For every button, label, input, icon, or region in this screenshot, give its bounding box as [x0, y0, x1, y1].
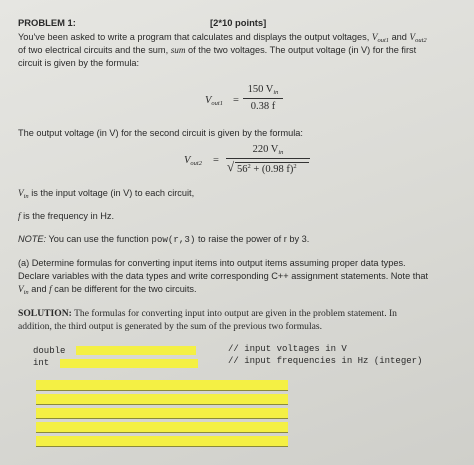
answer-line-1[interactable] [36, 380, 288, 391]
solution-text: The formulas for converting input into output are given in the problem statement. In [71, 308, 397, 319]
formula1-denominator: 0.38 f [250, 101, 276, 112]
intro-text: of the two voltages. The output voltage (in V) for the first [185, 45, 417, 55]
int-answer-field[interactable] [60, 359, 198, 368]
answer-line-3[interactable] [36, 408, 288, 419]
answer-line-5[interactable] [36, 436, 288, 447]
note-line [18, 233, 309, 246]
vin-definition [18, 187, 194, 203]
sum-word: sum [170, 45, 186, 55]
int-keyword: int [33, 358, 50, 368]
vin-subscript: in [23, 193, 29, 200]
formula2-lhs-sub: out2 [190, 160, 202, 167]
formula2-numerator-sub: in [278, 149, 284, 156]
vout2-symbol: V [409, 32, 416, 42]
double-answer-field[interactable] [76, 346, 196, 355]
vout1-subscript: out1 [377, 37, 390, 44]
formula2-den-b: + (0.98 f) [250, 164, 294, 175]
note-text: You can use the function [46, 234, 152, 244]
f-text: is the frequency in Hz. [20, 211, 115, 221]
formula1-lhs: V [205, 95, 212, 106]
formula2-den-a: 56 [237, 164, 248, 175]
f-definition [18, 210, 114, 222]
formula1-lhs-sub: out1 [211, 100, 223, 107]
vin-subscript: in [23, 289, 29, 296]
answer-line-4[interactable] [36, 422, 288, 433]
formula2-den-b-sup: 2 [293, 163, 297, 170]
vout2-subscript: out2 [415, 37, 427, 44]
formula1-numerator: 150 V [247, 84, 274, 95]
part-a-text: and [28, 284, 50, 294]
intro-line-3: circuit is given by the formula: [18, 58, 140, 68]
part-a-line-2: Declare variables with the data types and write corresponding C++ assignment statements. Note that [18, 271, 429, 281]
f-symbol: f [49, 284, 52, 294]
formula1-numerator-sub: in [273, 89, 279, 96]
intro-text: of two electrical circuits and the sum, [18, 45, 171, 55]
formula2-numerator: 220 V [252, 144, 279, 155]
second-circuit-text: The output voltage (in V) for the second circuit is given by the formula: [18, 128, 303, 138]
formula1-equals: = [233, 95, 239, 106]
note-label: NOTE: [18, 234, 47, 244]
formula2-equals: = [213, 155, 219, 166]
intro-text: You've been asked to write a program that calculates and displays the output voltages, [18, 32, 372, 42]
note-code: pow(r,3) [151, 234, 196, 245]
points-label: [2*10 points] [210, 17, 267, 28]
solution-line-2: addition, the third output is generated by the sum of the previous two formulas. [18, 321, 323, 332]
double-comment: // input voltages in V [228, 344, 347, 354]
formula2-radical: √ [227, 159, 235, 174]
formula2-den-a-sup: 2 [247, 163, 251, 170]
intro-line-2 [18, 44, 416, 56]
part-a-line-1: (a) Determine formulas for converting input items into output items assuming proper data types. [18, 258, 406, 268]
formula2-lhs: V [184, 155, 191, 166]
and-word: and [389, 32, 410, 42]
problem-label: PROBLEM 1: [18, 17, 76, 28]
part-a-line-3 [18, 283, 197, 299]
solution-line-1 [18, 308, 397, 320]
formula1-fraction-bar [243, 98, 283, 99]
vin-symbol: V [18, 188, 24, 198]
vin-symbol: V [18, 284, 24, 294]
solution-label: SOLUTION: [18, 308, 72, 319]
vin-text: is the input voltage (in V) to each circuit, [28, 188, 195, 198]
double-keyword: double [33, 346, 66, 356]
part-a-text: can be different for the two circuits. [51, 284, 197, 294]
note-text: to raise the power of r by 3. [195, 234, 310, 244]
vout1-symbol: V [371, 32, 378, 42]
answer-line-2[interactable] [36, 394, 288, 405]
int-comment: // input frequencies in Hz (integer) [228, 356, 423, 366]
formula2-fraction-bar [226, 158, 310, 159]
f-symbol: f [18, 211, 21, 221]
